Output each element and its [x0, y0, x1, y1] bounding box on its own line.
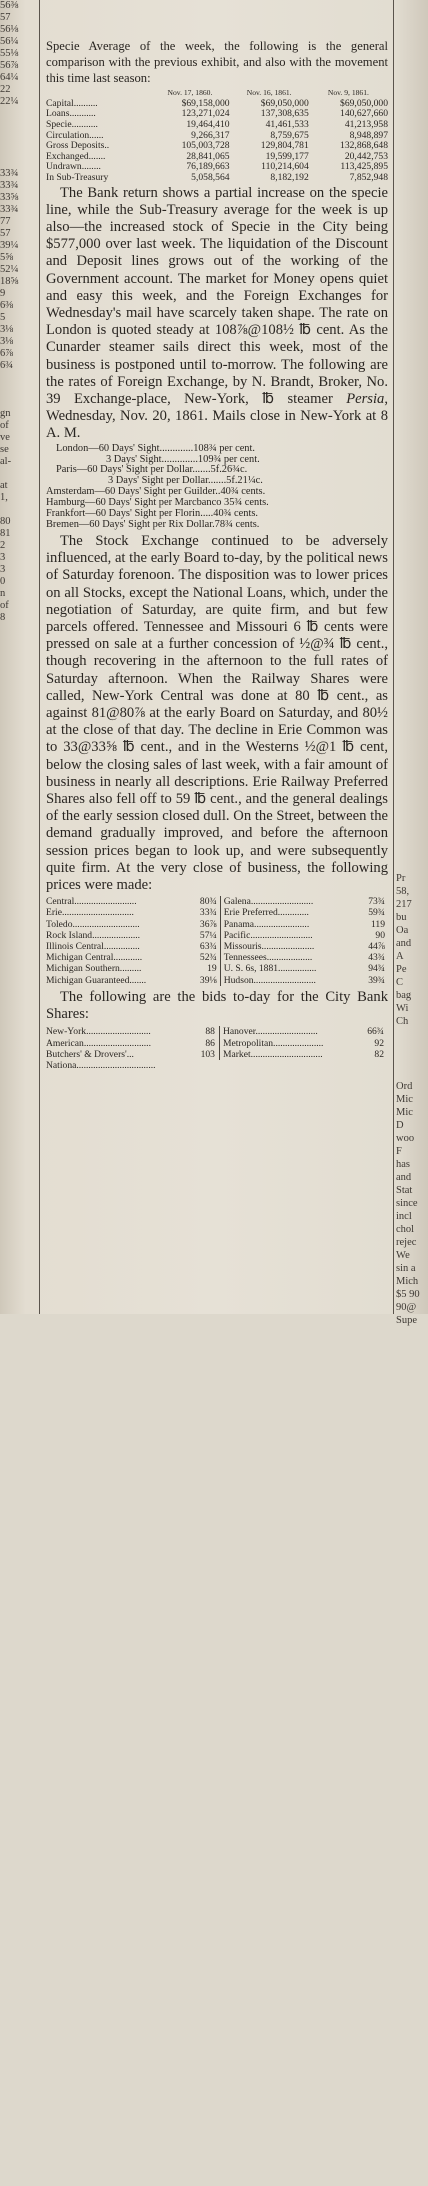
- city-bank-bids-table: [46, 1026, 388, 1072]
- left-fragment: 56¼: [0, 36, 19, 47]
- right-fragment: Stat: [396, 1185, 413, 1196]
- statement-value: 9,266,317: [191, 129, 230, 141]
- left-fragment: 55⅛: [0, 48, 19, 59]
- bank-return-paragraph: The Bank return shows a partial increase on the specie line, while the Sub-Treasury average for the week is up also—the increased stock of Specie in the City being $577,000 over last week. The liquidation of the Discount and Deposit lines grows out of the working of the Government account. The market for Money opens quiet and easy this week, and the Foreign Exchanges for Wednesday's mail have scarcely taken shape. The rate on London is quoted steady at 108⅞@108½ ℔ cent. As the Cunarder steamer sails direct this week, most of the business is postponed until to-morrow. The following are the rates of Foreign Exchange, by N. Brandt, Broker, No. 39 Exchange-place, New-York, ℔ steamer Persia, Wednesday, Nov. 20, 1861. Mails close in New-York at 8 A. M.: [46, 184, 388, 442]
- right-fragment: C: [396, 977, 404, 988]
- right-fragment: We: [396, 1250, 410, 1261]
- left-fragment: [0, 468, 36, 480]
- bank-name: [219, 1060, 359, 1071]
- statement-value: 113,425,895: [340, 161, 388, 173]
- bank-bid: [360, 1060, 388, 1071]
- statement-value: $69,050,000: [340, 97, 388, 109]
- bank-name: Butchers' & Drovers'...: [46, 1049, 134, 1061]
- stock-price: 19: [207, 963, 217, 975]
- bank-name: New-York...........................: [46, 1026, 151, 1038]
- statement-value: 76,189,663: [186, 161, 230, 173]
- stock-name: Michigan Guaranteed.......: [46, 974, 147, 986]
- statement-value: 20,442,753: [344, 150, 388, 162]
- statement-value: 8,759,675: [270, 129, 309, 141]
- left-fragment: n: [0, 588, 6, 599]
- exchange-rate-line: London—60 Days' Sight.............108¾ per cent.: [56, 442, 255, 454]
- right-fragment: bu: [396, 912, 407, 923]
- statement-value: 132,868,648: [340, 140, 388, 152]
- left-fragment: 33¾: [0, 180, 19, 191]
- closing-prices-table: [46, 896, 388, 986]
- price-row: [46, 963, 388, 974]
- right-fragment: Mich: [396, 1276, 419, 1287]
- right-fragment: Mic: [396, 1107, 413, 1118]
- statement-row: [46, 173, 388, 184]
- price-row: [46, 919, 388, 930]
- stock-price: 119: [370, 918, 385, 930]
- exchange-rate-line: 3 Days' Sight..............109¾ per cent.: [106, 453, 260, 465]
- steamer-name: Persia: [346, 391, 385, 408]
- statement-label: Circulation......: [46, 129, 104, 141]
- stock-name: Rock Island....................: [46, 929, 141, 941]
- stock-price: 63¾: [199, 941, 217, 952]
- left-fragment: [0, 120, 36, 132]
- left-fragment: 3⅛: [0, 336, 14, 347]
- left-fragment: 6¾: [0, 360, 14, 371]
- stock-price: 39¾: [368, 974, 385, 986]
- left-fragment: [0, 132, 36, 144]
- bank-bid-row: [46, 1038, 388, 1049]
- stock-name: Michigan Southern.........: [46, 963, 142, 975]
- left-fragment: at: [0, 480, 8, 491]
- bank-name: Nationa.................................: [46, 1060, 156, 1072]
- right-fragment: 217: [396, 899, 412, 910]
- left-fragment: 64¼: [0, 72, 19, 83]
- stock-name: Toledo............................: [46, 918, 140, 930]
- bank-statement-table: [46, 88, 388, 183]
- statement-value: 105,003,728: [181, 140, 230, 152]
- right-fragment: has: [396, 1159, 410, 1170]
- city-bank-intro: The following are the bids to-day for the City Bank Shares:: [46, 988, 388, 1023]
- exchange-rate-line: Hamburg—60 Days' Sight per Marcbanco 35¾ cents.: [46, 497, 269, 509]
- statement-value: 110,214,604: [261, 161, 309, 173]
- stock-name: Missouris......................: [220, 941, 359, 952]
- left-fragment: 56⅞: [0, 60, 19, 71]
- statement-label: Undrawn........: [46, 161, 101, 173]
- right-fragment: Ord: [396, 1081, 413, 1092]
- stock-exchange-paragraph: The Stock Exchange continued to be adversely influenced, at the early Board to-day, by the political news of Saturday forenoon. The disposition was to lower prices on all Stocks, except the National Loans, which, under the negotiation of Saturday, are quite firm, and but few parcels offered. Tennessee and Missouri 6 ℔ cents were pressed on sale at a further concession of ½@¾ ℔ cent., though recovering in the afternoon to the full rates of Saturday afternoon. When the Railway Shares were called, New-York Central was done at 80 ℔ cent., as against 81@80⅞ at the early Board on Saturday, and 80½ at the close of that day. The decline in Erie Common was to 33@33⅝ ℔ cent., and in the Westerns ½@1 ℔ cent, below the closing sales of last week, with a fair amount of business in nearly all descriptions. Erie Railway Preferred Shares also fell off to 59 ℔ cent., and the general dealings of the early session closed dull. On the Street, between the demand gradually improved, and before the afternoon session prices began to look up, and were subsequently quite firm. At the very close of business, the following prices were made:: [46, 532, 388, 893]
- statement-value: $69,050,000: [260, 97, 309, 109]
- statement-value: 19,599,177: [265, 150, 309, 162]
- stock-name: Illinois Central...............: [46, 941, 140, 952]
- right-fragment: Wi: [396, 1003, 409, 1014]
- right-fragment: [396, 1054, 428, 1067]
- stock-name: Central..........................: [46, 896, 137, 908]
- stock-name: Erie..............................: [46, 907, 134, 919]
- right-fragment: A: [396, 951, 404, 962]
- bank-bid-row: [46, 1026, 388, 1037]
- left-fragment: 9: [0, 288, 6, 299]
- statement-value: 8,182,192: [270, 172, 309, 184]
- statement-label: In Sub-Treasury: [46, 172, 109, 184]
- left-fragment: 33⅝: [0, 192, 19, 203]
- statement-header-cell: Nov. 17, 1860.: [167, 88, 213, 98]
- column-rule-left: [39, 0, 40, 1314]
- stock-name: Panama.......................: [220, 919, 359, 930]
- right-fragment: $5 90: [396, 1289, 420, 1300]
- stock-name: Erie Preferred.............: [220, 907, 359, 918]
- bank-name: Metropolitan.....................: [219, 1038, 359, 1049]
- stock-name: Hudson..........................: [220, 975, 359, 986]
- exchange-rate-line: Bremen—60 Days' Sight per Rix Dollar.78¾ cents.: [46, 519, 260, 531]
- right-fragment: F: [396, 1146, 402, 1157]
- left-fragment: of: [0, 600, 9, 611]
- right-fragment: and: [396, 1172, 412, 1183]
- statement-header-cell: Nov. 9, 1861.: [327, 88, 369, 98]
- right-fragment: woo: [396, 1133, 415, 1144]
- statement-value: 7,852,948: [349, 172, 388, 184]
- stock-price: 90: [375, 929, 385, 941]
- right-fragment: [396, 1067, 428, 1080]
- price-row: [46, 952, 388, 963]
- price-row: [46, 941, 388, 952]
- left-fragment: 8: [0, 612, 6, 623]
- left-fragment: [0, 504, 36, 516]
- left-fragment: se: [0, 444, 9, 455]
- left-fragment: [0, 108, 36, 120]
- statement-value: 129,804,781: [260, 140, 309, 152]
- exchange-rate-line: Frankfort—60 Days' Sight per Florin.....40¾ cents.: [46, 508, 258, 520]
- right-fragment: 90@: [396, 1302, 417, 1313]
- right-fragment: [396, 1028, 428, 1041]
- right-fragment: since: [396, 1198, 418, 1209]
- left-fragment: 39¼: [0, 240, 19, 251]
- right-fragment: bag: [396, 990, 412, 1001]
- stock-price: 44⅞: [368, 941, 385, 952]
- right-fragment: Supe: [396, 1315, 417, 1326]
- right-fragment: sin a: [396, 1263, 416, 1274]
- right-fragment: Pe: [396, 964, 407, 975]
- left-fragment: 3: [0, 564, 6, 575]
- right-fragment: and: [396, 938, 412, 949]
- stock-price: 94¾: [368, 963, 385, 975]
- left-fragment: 18⅝: [0, 276, 19, 287]
- statement-value: 8,948,897: [349, 129, 388, 141]
- left-fragment: 0: [0, 576, 6, 587]
- stock-price: 43¾: [368, 952, 385, 964]
- column-rule-right: [393, 0, 394, 1314]
- left-fragment: [0, 144, 36, 156]
- statement-label: Gross Deposits..: [46, 140, 110, 152]
- left-fragment: 22: [0, 84, 11, 95]
- statement-label: Loans...........: [46, 108, 96, 120]
- left-fragment: [0, 156, 36, 168]
- statement-value: 28,841,065: [186, 150, 230, 162]
- left-fragment: 80: [0, 516, 11, 527]
- bank-name: Hanover..........................: [219, 1026, 359, 1037]
- statement-label: Capital..........: [46, 97, 98, 109]
- stock-name: Michigan Central............: [46, 952, 143, 964]
- price-row: [46, 896, 388, 907]
- right-column-fragments: [396, 0, 428, 2186]
- bank-name: Market..............................: [219, 1049, 359, 1060]
- stock-price: 73¾: [368, 896, 385, 908]
- stock-price: 39⅛: [199, 974, 217, 986]
- stock-name: U. S. 6s, 1881................: [220, 963, 359, 974]
- money-market-article: [46, 38, 388, 1072]
- stock-price: 80¾: [199, 896, 217, 908]
- stock-price: 33¾: [199, 907, 217, 919]
- bank-bid: 82: [374, 1049, 384, 1061]
- foreign-exchange-rates: [46, 444, 388, 531]
- statement-value: 137,308,635: [260, 108, 309, 120]
- left-fragment: 2: [0, 540, 6, 551]
- left-fragment: 57: [0, 228, 11, 239]
- right-fragment: Ch: [396, 1016, 409, 1027]
- stock-name: Galena..........................: [220, 896, 359, 907]
- left-fragment: [0, 396, 36, 408]
- left-fragment: 33¾: [0, 168, 19, 179]
- statement-header-cell: Nov. 16, 1861.: [246, 88, 292, 98]
- statement-value: 19,464,410: [186, 119, 230, 131]
- exchange-rate-line: Amsterdam—60 Days' Sight per Guilder..40¾ cents.: [46, 486, 266, 498]
- left-fragment: 56⅛: [0, 24, 19, 35]
- left-fragment: 56⅜: [0, 0, 19, 11]
- left-column-fragments: [0, 0, 36, 1314]
- left-fragment: 33¾: [0, 204, 19, 215]
- left-fragment: ve: [0, 432, 10, 443]
- left-fragment: gn: [0, 408, 11, 419]
- bank-bid: 103: [200, 1049, 215, 1061]
- left-fragment: [0, 372, 36, 384]
- right-fragment: D: [396, 1120, 404, 1131]
- statement-label: Exchanged.......: [46, 150, 106, 162]
- bank-bid: 86: [205, 1037, 215, 1049]
- bank-bid: 88: [205, 1026, 215, 1038]
- exchange-rate-line: Paris—60 Days' Sight per Dollar.......5f.26¾c.: [56, 464, 248, 476]
- intro-paragraph: Specie Average of the week, the following is the general comparison with the previous exhibit, and also with the movement this time last season:: [46, 39, 388, 86]
- statement-value: 140,627,660: [340, 108, 388, 120]
- statement-value: 123,271,024: [181, 108, 230, 120]
- bank-bid-row: [46, 1049, 388, 1060]
- bank-bid: [194, 1060, 220, 1071]
- stock-price: 36⅞: [199, 918, 217, 930]
- stock-price: 59¾: [368, 907, 385, 919]
- right-fragment: rejec: [396, 1237, 417, 1248]
- statement-value: 41,461,533: [265, 119, 309, 131]
- left-fragment: 77: [0, 216, 11, 227]
- stock-price: 52¾: [199, 952, 217, 964]
- right-fragment: 58,: [396, 886, 410, 897]
- statement-value: 41,213,958: [344, 119, 388, 131]
- left-fragment: 52¼: [0, 264, 19, 275]
- stock-name: Tennessees...................: [220, 952, 359, 963]
- bank-bid: 66¾: [367, 1026, 384, 1038]
- statement-value: 5,058,564: [191, 172, 230, 184]
- bank-name: American............................: [46, 1037, 151, 1049]
- stock-name: Pacific..........................: [220, 930, 359, 941]
- left-fragment: 6⅞: [0, 348, 14, 359]
- bank-bid-row: [46, 1060, 388, 1071]
- left-fragment: 6⅜: [0, 300, 14, 311]
- left-fragment: al-: [0, 456, 12, 467]
- left-fragment: 5: [0, 312, 6, 323]
- right-fragment: Oa: [396, 925, 409, 936]
- left-fragment: 3: [0, 552, 6, 563]
- left-fragment: 22¼: [0, 96, 19, 107]
- statement-label: Specie...........: [46, 119, 98, 131]
- right-fragment: [396, 1041, 428, 1054]
- left-fragment: 57: [0, 12, 11, 23]
- price-row: [46, 930, 388, 941]
- right-fragment: Pr: [396, 873, 406, 884]
- left-fragment: 1,: [0, 492, 8, 503]
- left-fragment: of: [0, 420, 9, 431]
- right-fragment: incl: [396, 1211, 412, 1222]
- price-row: [46, 975, 388, 986]
- left-fragment: 3⅛: [0, 324, 14, 335]
- statement-value: $69,158,000: [181, 97, 230, 109]
- price-row: [46, 907, 388, 918]
- right-fragment: Mic: [396, 1094, 413, 1105]
- left-fragment: [0, 384, 36, 396]
- stock-price: 57¼: [199, 929, 217, 941]
- exchange-rate-line: 3 Days' Sight per Dollar.......5f.21¼c.: [108, 475, 263, 487]
- left-fragment: 5⅝: [0, 252, 14, 263]
- left-fragment: 81: [0, 528, 11, 539]
- bank-bid: 92: [374, 1037, 384, 1049]
- right-fragment: chol: [396, 1224, 415, 1235]
